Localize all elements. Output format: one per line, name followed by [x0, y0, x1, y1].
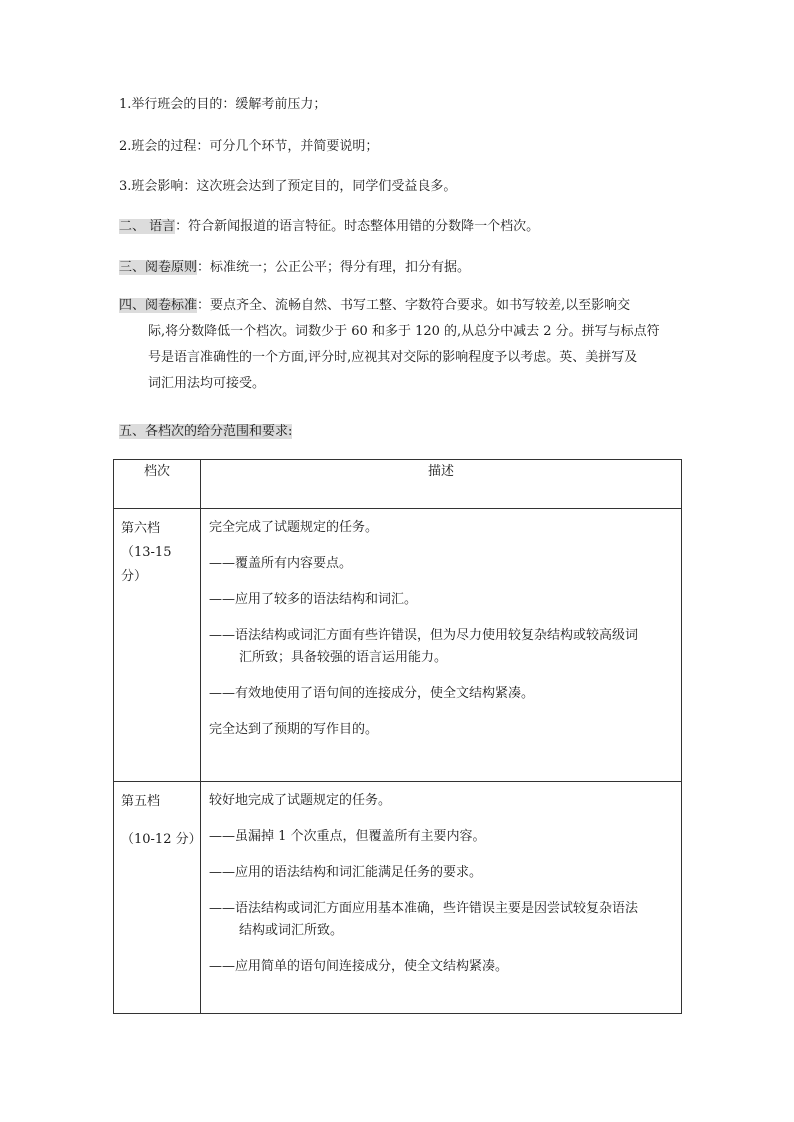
description-item: ——应用的语法结构和词汇能满足任务的要求。 [209, 865, 483, 880]
description-item: 较好地完成了试题规定的任务。 [209, 793, 392, 808]
level-name: 第五档 [121, 794, 161, 809]
level-range-unit: 分） [121, 569, 148, 584]
section-standards-text-3: 号是语言准确性的一个方面,评分时,应视其对交际的影响程度予以考虑。英、美拼写及 [148, 350, 638, 365]
section-language [119, 218, 539, 236]
table-header-row [114, 460, 682, 509]
table-row [114, 509, 682, 782]
description-item: ——有效地使用了语句间的连接成分，使全文结构紧凑。 [209, 686, 535, 701]
section-standards-label: 四、阅卷标准 [119, 298, 198, 313]
description-item [209, 625, 675, 669]
section-language-label: 二、 语言 [119, 219, 176, 234]
section-standards-text-2: 际,将分数降低一个档次。词数少于 60 和多于 120 的,从总分中减去 2 分。拼写与标点符 [148, 324, 660, 339]
level-cell [114, 782, 201, 1014]
section-principles-text: ：标准统一；公正公平；得分有理，扣分有据。 [197, 260, 471, 275]
purpose-line: 1.举行班会的目的：缓解考前压力； [119, 97, 327, 112]
description-cell [201, 782, 682, 1014]
section-standards-text-1: ：要点齐全、流畅自然、书写工整、字数符合要求。如书写较差,以至影响交 [197, 298, 631, 313]
description-item: 完全完成了试题规定的任务。 [209, 520, 379, 535]
description-item: ——应用简单的语句间连接成分，使全文结构紧凑。 [209, 959, 509, 974]
description-item: 完全达到了预期的写作目的。 [209, 722, 379, 737]
section-standards [119, 293, 689, 397]
impact-line: 3.班会影响：这次班会达到了预定目的，同学们受益良多。 [119, 179, 457, 194]
header-level: 档次 [114, 460, 201, 509]
table-row [114, 782, 682, 1014]
level-range: （10-12 分） [121, 832, 202, 847]
description-item [209, 898, 675, 942]
level-name: 第六档 [121, 521, 161, 536]
grading-table [113, 459, 682, 1014]
header-description: 描述 [201, 460, 682, 509]
section-standards-text-4: 词汇用法均可接受。 [148, 376, 266, 391]
level-range: （13-15 [121, 545, 172, 560]
section-grades-heading [119, 423, 292, 441]
description-item: ——虽漏掉 1 个次重点，但覆盖所有主要内容。 [209, 829, 486, 844]
description-item: ——覆盖所有内容要点。 [209, 556, 353, 571]
section-grades-label: 五、各档次的给分范围和要求: [119, 424, 293, 439]
process-line: 2.班会的过程：可分几个环节，并简要说明； [119, 139, 379, 154]
description-item-continuation: 结构或词汇所致。 [239, 923, 344, 938]
section-principles [119, 259, 470, 277]
level-cell [114, 509, 201, 782]
description-item: ——应用了较多的语法结构和词汇。 [209, 592, 418, 607]
description-item-line: ——语法结构或词汇方面应用基本准确，些许错误主要是因尝试较复杂语法 [209, 901, 639, 916]
section-language-text: ：符合新闻报道的语言特征。时态整体用错的分数降一个档次。 [175, 219, 540, 234]
description-item-continuation: 汇所致；具备较强的语言运用能力。 [239, 650, 448, 665]
section-principles-label: 三、阅卷原则 [119, 260, 198, 275]
description-item-line: ——语法结构或词汇方面有些许错误，但为尽力使用较复杂结构或较高级词 [209, 628, 639, 643]
description-cell [201, 509, 682, 782]
